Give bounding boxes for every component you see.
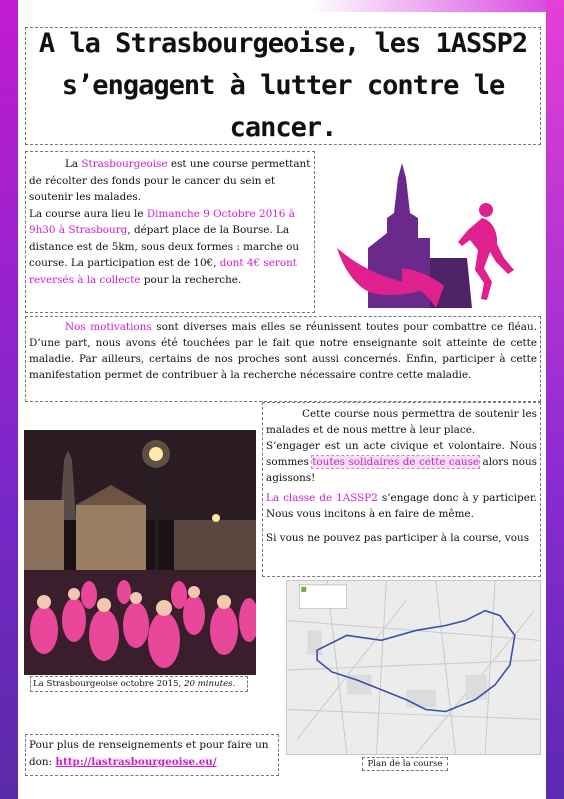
photo-caption-text: La Strasbourgeoise octobre 2015, xyxy=(33,679,184,689)
website-link[interactable]: http://lastrasbourgeoise.eu/ xyxy=(55,756,217,768)
photo-caption-source: 20 minutes. xyxy=(183,679,236,689)
engagement-text: Si vous ne pouvez pas participer à la course, vous xyxy=(266,532,530,544)
page-title xyxy=(25,27,541,145)
engagement-text: s’engage donc à y participer. Nous vous incitons à en faire de même. xyxy=(266,492,537,520)
right-border-decoration xyxy=(546,0,564,799)
race-map xyxy=(286,580,541,755)
engagement-text: alors nous agissons! xyxy=(266,456,538,484)
motivations-heading: Nos motivations xyxy=(65,321,152,333)
class-name: La classe de 1ASSP2 xyxy=(266,492,378,504)
motivations-paragraph xyxy=(25,316,541,402)
strasbourgeoise-logo xyxy=(332,158,522,310)
intro-text: , départ place de la Bourse. La distance est de 5km, sous deux formes : marche ou course. La participation est de 10€, xyxy=(29,224,300,269)
engagement-text: Cette course nous permettra de soutenir les malades et de nous mettre à leur place. xyxy=(266,408,537,436)
intro-paragraph xyxy=(25,151,315,313)
info-box xyxy=(25,734,279,776)
title-line-1: A la Strasbourgeoise, les 1ASSP2 xyxy=(38,28,528,59)
race-photo xyxy=(24,430,256,675)
event-name: Strasbourgeoise xyxy=(81,158,168,170)
top-border-decoration xyxy=(0,0,564,12)
left-border-decoration xyxy=(0,0,18,799)
intro-text: La xyxy=(65,158,82,170)
title-line-2: s’engagent à lutter contre le cancer. xyxy=(61,70,505,143)
donation-note: dont 4€ seront reversés à la collecte xyxy=(29,257,297,286)
engagement-paragraph xyxy=(262,402,541,577)
motivations-text: sont diverses mais elles se réunissent toutes pour combattre ce fléau. D’une part, nous avons été touchées par le fait que notre enseignante soit atteinte de cette maladie. Par ailleurs, certains de nos proches sont aussi concernés. Enfin, participer à cette manifestation permet de contribuer à la recherche nécessaire contre cette maladie. xyxy=(29,321,537,381)
engagement-text: S’engager est un acte civique et volontaire. Nous sommes xyxy=(266,440,537,468)
solidarity-highlight: toutes solidaires de cette cause xyxy=(312,456,480,468)
intro-text: La course aura lieu le xyxy=(29,207,147,220)
photo-caption xyxy=(30,676,248,692)
intro-text: est une course permettant de récolter des fonds pour le cancer du sein et soutenir les malades. xyxy=(29,158,311,203)
event-date: Dimanche 9 Octobre 2016 à 9h30 à Strasbourg xyxy=(29,207,295,236)
intro-text: pour la recherche. xyxy=(140,273,242,286)
info-text: Pour plus de renseignements et pour faire un don: xyxy=(29,739,269,768)
map-caption: Plan de la course xyxy=(362,757,448,771)
